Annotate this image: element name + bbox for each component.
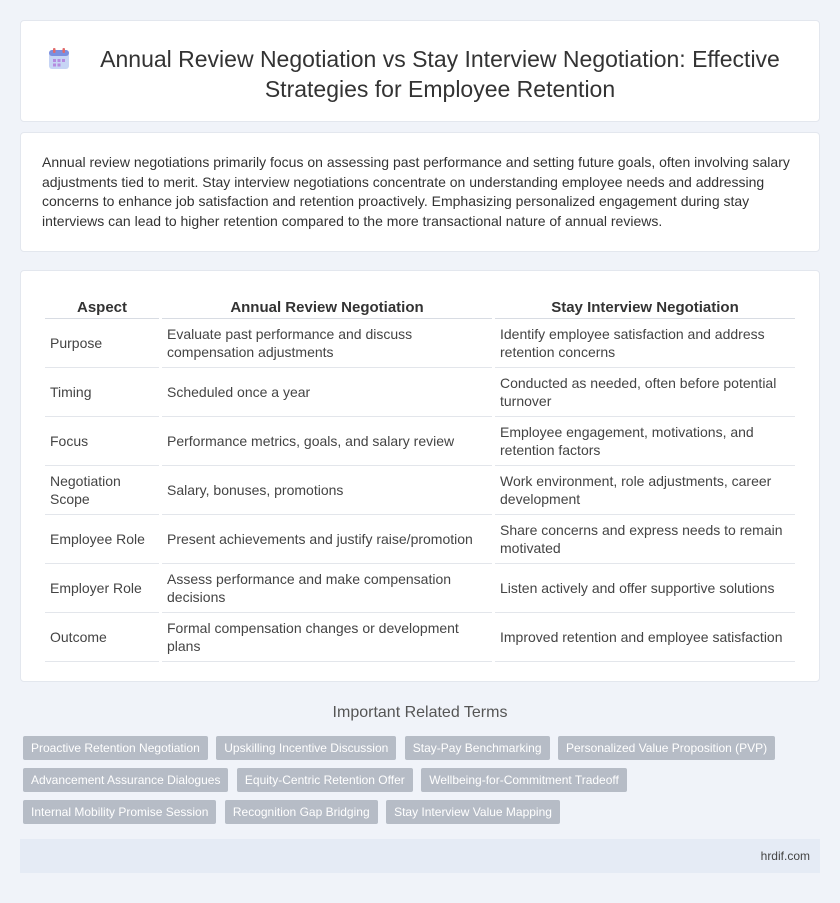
cell-aspect: Timing [45,368,159,417]
cell-annual: Assess performance and make compensation decisions [162,564,492,613]
cell-annual: Formal compensation changes or development plans [162,613,492,662]
table-row [45,515,795,564]
table-row [45,564,795,613]
table-row [45,613,795,662]
related-term-tag[interactable]: Proactive Retention Negotiation [23,736,208,760]
related-term-tag[interactable]: Upskilling Incentive Discussion [216,736,396,760]
related-term-tag[interactable]: Equity-Centric Retention Offer [237,768,413,792]
footer-site[interactable]: hrdif.com [760,849,810,863]
comparison-card [20,270,820,682]
cell-annual: Present achievements and justify raise/promotion [162,515,492,564]
footer [20,839,820,873]
summary-text: Annual review negotiations primarily focus on assessing past performance and setting future goals, often involving salary adjustments tied to merit. Stay interview negotiations concentrate on understanding employee needs and addressing concerns to enhance job satisfaction and retention proactively. Emphasizing personalized engagement during stay interviews can lead to higher retention compared to the more transactional nature of annual reviews. [42,154,790,229]
header-annual-review: Annual Review Negotiation [162,296,492,319]
comparison-table [42,296,798,662]
related-term-tag[interactable]: Stay Interview Value Mapping [386,800,560,824]
cell-annual: Evaluate past performance and discuss compensation adjustments [162,319,492,368]
table-header-row [45,296,795,319]
table-row [45,466,795,515]
cell-aspect: Outcome [45,613,159,662]
summary-card [20,132,820,252]
cell-annual: Performance metrics, goals, and salary review [162,417,492,466]
cell-aspect: Negotiation Scope [45,466,159,515]
cell-stay: Conducted as needed, often before potential turnover [495,368,795,417]
cell-stay: Improved retention and employee satisfaction [495,613,795,662]
header-aspect: Aspect [45,296,159,319]
cell-stay: Listen actively and offer supportive solutions [495,564,795,613]
table-row [45,319,795,368]
header-card [20,20,820,122]
calendar-icon [47,47,71,71]
cell-stay: Identify employee satisfaction and address retention concerns [495,319,795,368]
cell-annual: Scheduled once a year [162,368,492,417]
related-term-tag[interactable]: Internal Mobility Promise Session [23,800,216,824]
cell-aspect: Focus [45,417,159,466]
related-term-tag[interactable]: Advancement Assurance Dialogues [23,768,228,792]
cell-aspect: Purpose [45,319,159,368]
related-terms-title: Important Related Terms [332,704,508,721]
table-row [45,368,795,417]
cell-stay: Share concerns and express needs to remain motivated [495,515,795,564]
cell-stay: Work environment, role adjustments, career development [495,466,795,515]
related-term-tag[interactable]: Recognition Gap Bridging [225,800,378,824]
cell-annual: Salary, bonuses, promotions [162,466,492,515]
related-term-tag[interactable]: Personalized Value Proposition (PVP) [558,736,775,760]
page-title: Annual Review Negotiation vs Stay Interview Negotiation: Effective Strategies for Employee Retention [100,46,780,102]
cell-aspect: Employee Role [45,515,159,564]
cell-aspect: Employer Role [45,564,159,613]
table-row [45,417,795,466]
cell-stay: Employee engagement, motivations, and retention factors [495,417,795,466]
related-term-tag[interactable]: Stay-Pay Benchmarking [405,736,550,760]
related-terms-list [23,736,813,832]
related-term-tag[interactable]: Wellbeing-for-Commitment Tradeoff [421,768,627,792]
header-stay-interview: Stay Interview Negotiation [495,296,795,319]
